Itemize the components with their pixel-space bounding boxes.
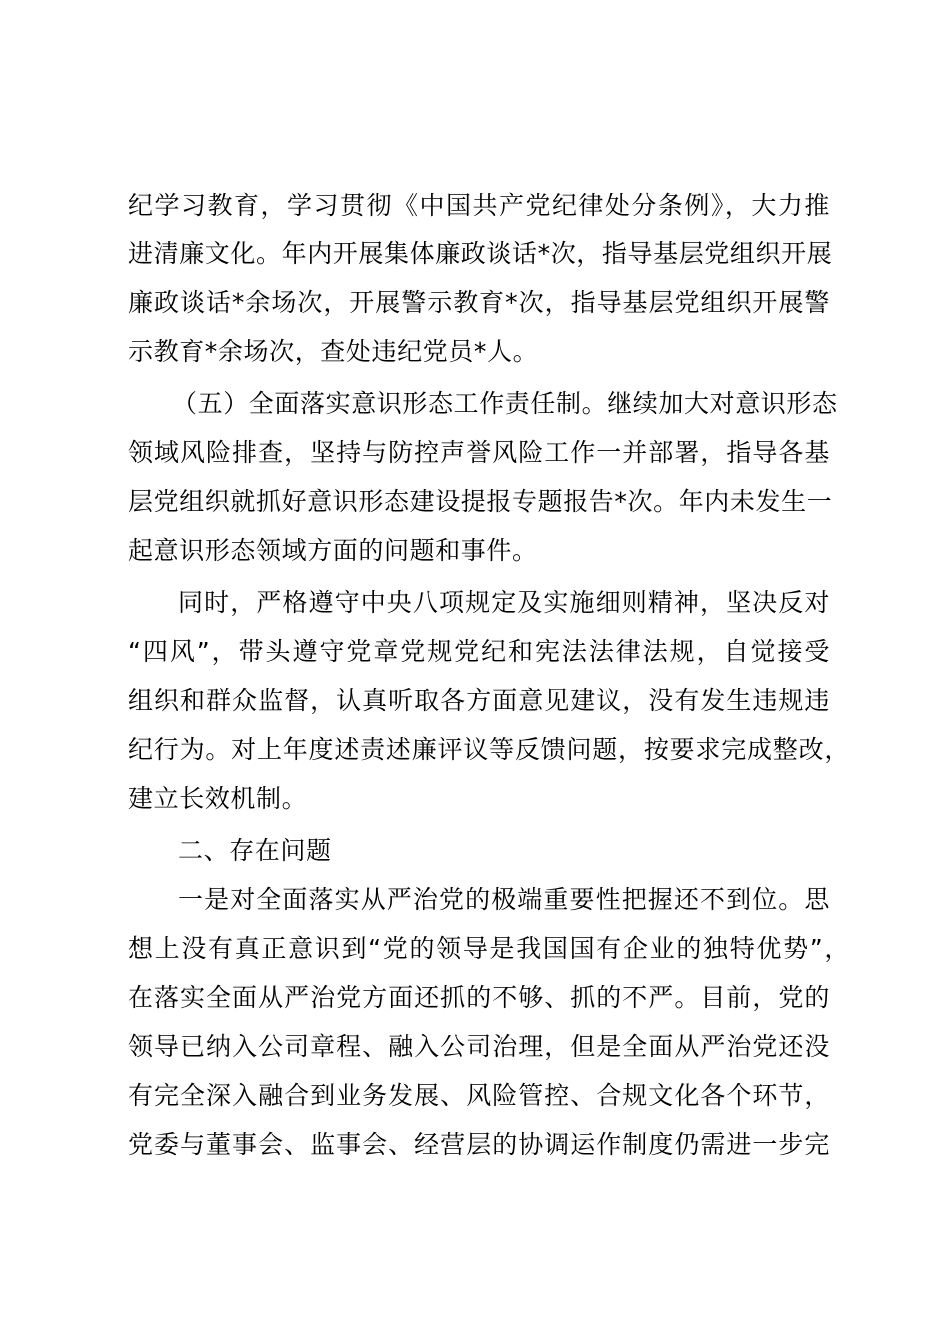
text-line: “四风”，带头遵守党章党规党纪和宪法法律法规，自觉接受	[128, 637, 830, 666]
text-line: 纪行为。对上年度述责述廉评议等反馈问题，按要求完成整改，	[128, 735, 850, 764]
section-heading-problems: 二、存在问题	[178, 836, 332, 865]
text-line: 纪学习教育，学习贯彻《中国共产党纪律处分条例》，大力推	[128, 191, 830, 220]
text-line: 廉政谈话*余场次，开展警示教育*次，指导基层党组织开展警	[128, 288, 830, 317]
section-heading-five: （五）全面落实意识形态工作责任制。继续加大对意识形态	[172, 389, 838, 418]
text-line: 起意识形态领域方面的问题和事件。	[128, 536, 538, 565]
text-line: 组织和群众监督，认真听取各方面意见建议，没有发生违规违	[128, 686, 830, 715]
text-line: 领导已纳入公司章程、融入公司治理，但是全面从严治党还没	[128, 1032, 830, 1061]
text-line: 示教育*余场次，查处违纪党员*人。	[128, 337, 539, 366]
text-line: 有完全深入融合到业务发展、风险管控、合规文化各个环节，	[128, 1081, 830, 1110]
text-line: 层党组织就抓好意识形态建设提报专题报告*次。年内未发生一	[128, 487, 833, 516]
paragraph-start: 一是对全面落实从严治党的极端重要性把握还不到位。思	[178, 885, 830, 914]
text-line: 建立长效机制。	[128, 784, 308, 813]
text-line: 领域风险排查，坚持与防控声誉风险工作一并部署，指导各基	[128, 438, 830, 467]
text-line: 想上没有真正意识到“党的领导是我国国有企业的独特优势”，	[128, 934, 850, 963]
text-line: 进清廉文化。年内开展集体廉政谈话*次，指导基层党组织开展	[128, 239, 833, 268]
text-line: 在落实全面从严治党方面还抓的不够、抓的不严。目前，党的	[128, 983, 830, 1012]
paragraph-start: 同时，严格遵守中央八项规定及实施细则精神，坚决反对	[178, 588, 830, 617]
text-line: 党委与董事会、监事会、经营层的协调运作制度仍需进一步完	[128, 1130, 830, 1159]
